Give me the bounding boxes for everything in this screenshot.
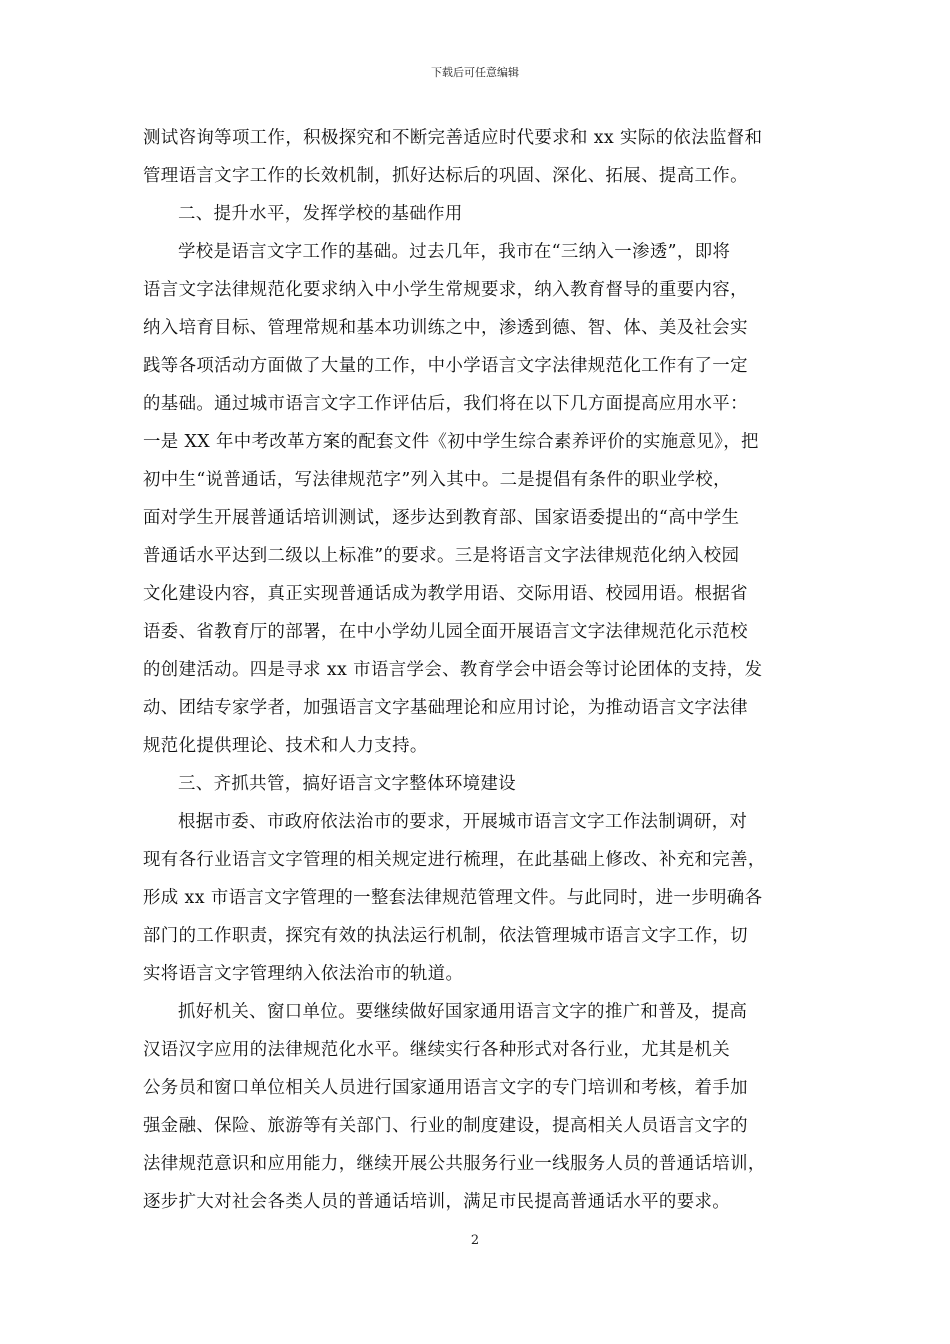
text-line: 一是 XX 年中考改革方案的配套文件《初中学生综合素养评价的实施意见》，把 [143,432,759,452]
text-line: 现有各行业语言文字管理的相关规定进行梳理，在此基础上修改、补充和完善， [143,850,766,870]
text-line: 语委、省教育厅的部署，在中小学幼儿园全面开展语言文字法律规范化示范校 [143,622,748,642]
text-line: 汉语汉字应用的法律规范化水平。继续实行各种形式对各行业，尤其是机关 [143,1040,731,1060]
text-line: 学校是语言文字工作的基础。过去几年，我市在“三纳入一渗透”，即将 [178,242,731,262]
text-line: 的创建活动。四是寻求 xx 市语言学会、教育学会中语会等讨论团体的支持，发 [143,660,763,680]
text-line: 强金融、保险、旅游等有关部门、行业的制度建设，提高相关人员语言文字的 [143,1116,748,1136]
text-line: 形成 xx 市语言文字管理的一整套法律规范管理文件。与此同时，进一步明确各 [143,888,763,908]
text-line: 公务员和窗口单位相关人员进行国家通用语言文字的专门培训和考核，着手加 [143,1078,748,1098]
text-line: 普通话水平达到二级以上标准”的要求。三是将语言文字法律规范化纳入校园 [143,546,740,566]
text-line: 抓好机关、窗口单位。要继续做好国家通用语言文字的推广和普及，提高 [178,1002,748,1022]
text-line: 部门的工作职责，探究有效的执法运行机制，依法管理城市语言文字工作，切 [143,926,748,946]
text-line: 测试咨询等项工作，积极探究和不断完善适应时代要求和 xx 实际的依法监督和 [143,128,763,148]
text-line: 面对学生开展普通话培训测试，逐步达到教育部、国家语委提出的“高中学生 [143,508,740,528]
page-number: 2 [470,1233,480,1248]
text-line: 管理语言文字工作的长效机制，抓好达标后的巩固、深化、拓展、提高工作。 [143,166,748,186]
text-line: 动、团结专家学者，加强语言文字基础理论和应用讨论，为推动语言文字法律 [143,698,748,718]
section-heading: 二、提升水平，发挥学校的基础作用 [178,204,463,224]
text-line: 实将语言文字管理纳入依法治市的轨道。 [143,964,464,984]
text-line: 初中生“说普通话，写法律规范字”列入其中。二是提倡有条件的职业学校， [143,470,731,490]
text-line: 逐步扩大对社会各类人员的普通话培训，满足市民提高普通话水平的要求。 [143,1192,731,1212]
text-line: 文化建设内容，真正实现普通话成为教学用语、交际用语、校园用语。根据省 [143,584,748,604]
text-line: 规范化提供理论、技术和人力支持。 [143,736,428,756]
text-line: 语言文字法律规范化要求纳入中小学生常规要求，纳入教育督导的重要内容， [143,280,748,300]
section-heading: 三、齐抓共管，搞好语言文字整体环境建设 [178,774,517,794]
page-header: 下载后可任意编辑 [431,66,519,79]
text-line: 的基础。通过城市语言文字工作评估后，我们将在以下几方面提高应用水平： [143,394,748,414]
text-line: 践等各项活动方面做了大量的工作，中小学语言文字法律规范化工作有了一定 [143,356,748,376]
text-line: 根据市委、市政府依法治市的要求，开展城市语言文字工作法制调研，对 [178,812,748,832]
text-line: 纳入培育目标、管理常规和基本功训练之中，渗透到德、智、体、美及社会实 [143,318,748,338]
text-line: 法律规范意识和应用能力，继续开展公共服务行业一线服务人员的普通话培训， [143,1154,766,1174]
